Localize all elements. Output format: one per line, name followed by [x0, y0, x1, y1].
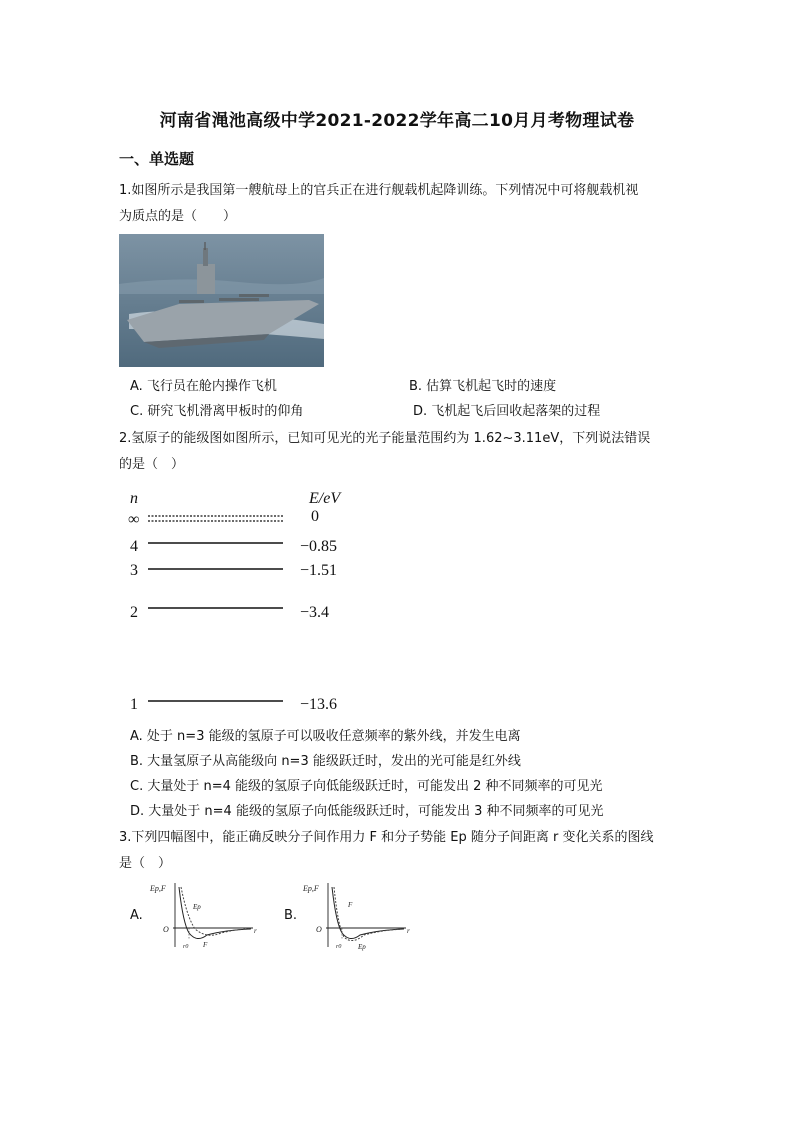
question-1-stem: [119, 178, 679, 230]
level-label-inf: ∞: [128, 511, 140, 528]
graph-b-origin: O: [316, 925, 322, 934]
section-heading: 一、单选题: [119, 150, 195, 168]
q1-line-1: 1.如图所示是我国第一艘航母上的官兵正在进行舰载机起降训练。下列情况中可将舰载机视: [119, 183, 639, 198]
graph-b-x-label: r: [407, 927, 410, 935]
q2-line-1: 2.氢原子的能级图如图所示，已知可见光的光子能量范围约为 1.62~3.11eV，下列说法错误: [119, 431, 651, 446]
q2-option-b: B. 大量氢原子从高能级向 n=3 能级跃迁时，发出的光可能是红外线: [130, 754, 521, 769]
energy-axis-header: E/eV: [309, 490, 341, 507]
hydrogen-energy-level-diagram: [120, 482, 380, 717]
q3-line-1: 3.下列四幅图中，能正确反映分子间作用力 F 和分子势能 Ep 随分子间距离 r 变化关系的图线: [119, 830, 654, 845]
graph-a-origin: O: [163, 925, 169, 934]
level-energy-3: −1.51: [300, 562, 338, 579]
level-energy-inf: 0: [311, 508, 319, 525]
q2-option-c: C. 大量处于 n=4 能级的氢原子向低能级跃迁时，可能发出 2 种不同频率的可见光: [130, 779, 603, 794]
level-energy-2: −3.4: [300, 604, 330, 621]
graph-a-f-label: F: [203, 941, 208, 949]
level-energy-1: −13.6: [300, 696, 338, 713]
q2-line-2: 的是（ ）: [119, 457, 185, 472]
q3-graph-a: [145, 877, 270, 952]
q3-option-b-label: B.: [284, 908, 298, 923]
q1-option-c: C. 研究飞机滑离甲板时的仰角: [130, 404, 304, 419]
level-energy-4: −0.85: [300, 538, 338, 555]
q3-line-2: 是（ ）: [119, 856, 172, 871]
q3-option-a-label: A.: [130, 908, 143, 923]
level-label-2: 2: [130, 604, 138, 621]
q3-graph-b: [298, 877, 423, 952]
graph-a-force-curve: [179, 887, 251, 939]
graph-a-ep-label: Ep: [193, 903, 201, 911]
q1-line-2: 为质点的是（ ）: [119, 209, 237, 224]
q2-option-a: A. 处于 n=3 能级的氢原子可以吸收任意频率的紫外线，并发生电离: [130, 729, 521, 744]
graph-b-y-label: Ep,F: [303, 884, 319, 893]
page-title: 河南省渑池高级中学2021-2022学年高二10月月考物理试卷: [159, 111, 635, 131]
n-axis-header: n: [130, 490, 138, 507]
level-label-4: 4: [130, 538, 138, 555]
q1-option-b: B. 估算飞机起飞时的速度: [409, 379, 557, 394]
q1-option-d: D. 飞机起飞后回收起落架的过程: [413, 404, 601, 419]
graph-b-force-curve: [332, 887, 404, 939]
aircraft-carrier-photo: [119, 234, 324, 367]
graph-a-x-label: r: [254, 927, 257, 935]
graph-b-f-label: F: [348, 901, 353, 909]
graph-a-r0-label: r0: [183, 944, 189, 950]
q2-option-d: D. 大量处于 n=4 能级的氢原子向低能级跃迁时，可能发出 3 种不同频率的可见光: [130, 804, 604, 819]
level-label-3: 3: [130, 562, 138, 579]
question-2-stem: [119, 426, 679, 478]
graph-a-y-label: Ep,F: [150, 884, 166, 893]
question-3-stem: [119, 825, 679, 877]
q1-option-a: A. 飞行员在舱内操作飞机: [130, 379, 277, 394]
level-label-1: 1: [130, 696, 138, 713]
graph-b-r0-label: r0: [336, 944, 342, 950]
graph-b-ep-label: Ep: [358, 943, 366, 951]
